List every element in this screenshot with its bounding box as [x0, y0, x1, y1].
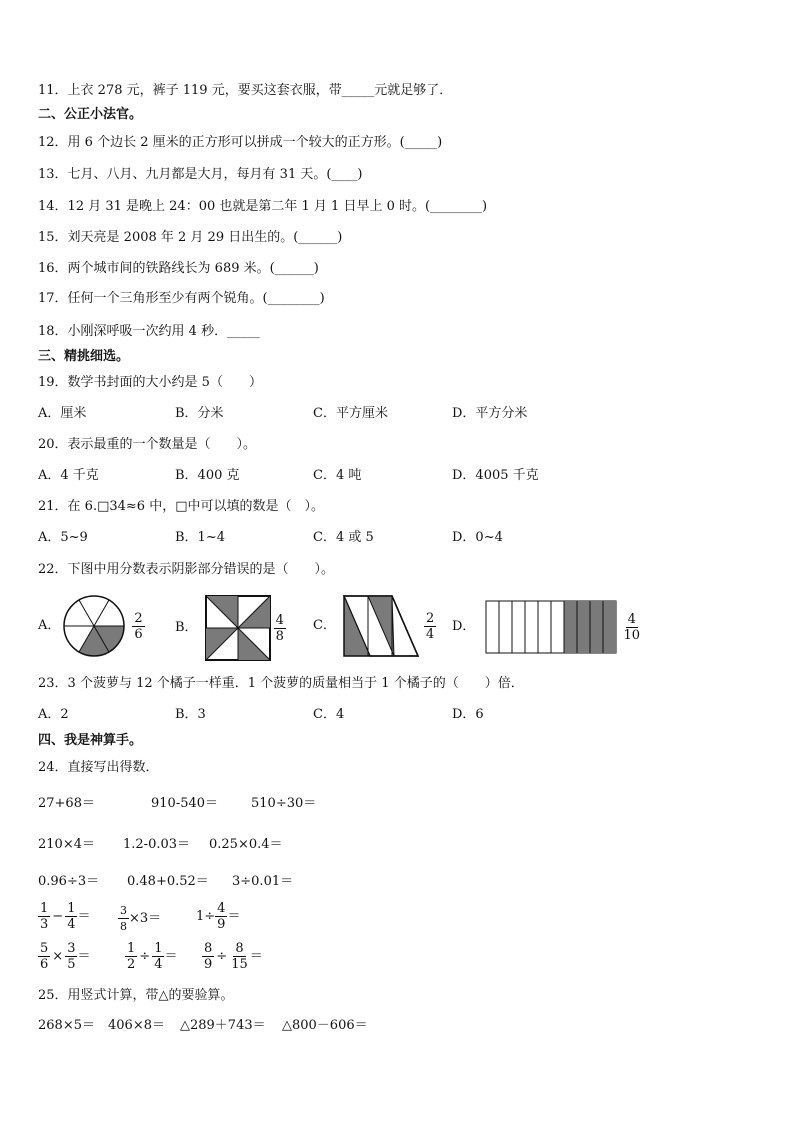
question-22: 22．下图中用分数表示阴影部分错误的是（ ）。: [38, 562, 335, 577]
calc-item: 510÷30＝: [251, 796, 317, 811]
calc-item: 0.48+0.52＝: [127, 874, 209, 889]
q22-option-a-label: A．: [38, 618, 61, 633]
q22-option-b-label: B．: [175, 620, 198, 635]
q23-option-c[interactable]: C．4: [313, 707, 345, 722]
shaded-strip: [577, 601, 590, 653]
question-15: 15．刘天亮是 2008 年 2 月 29 日出生的。(______): [38, 230, 343, 245]
question-11: 11．上衣 278 元，裤子 119 元，要买这套衣服，带_____元就足够了．: [38, 83, 453, 98]
calc-item: $\frac{8}{9}$ ÷ $\frac{8}{15}$ ＝: [204, 941, 263, 972]
q19-option-c[interactable]: C．平方厘米: [313, 406, 388, 421]
question-18: 18．小刚深呼吸一次约用 4 秒．_____: [38, 324, 260, 339]
q22-option-d[interactable]: [452, 600, 642, 654]
q21-option-c[interactable]: C．4 或 5: [313, 530, 374, 545]
q23-option-d[interactable]: D．6: [452, 707, 484, 722]
calc-item: 0.25×0.4＝: [209, 837, 283, 852]
question-13: 13．七月、八月、九月都是大月，每月有 31 天。(____): [38, 167, 363, 182]
q19-option-a[interactable]: A．厘米: [38, 406, 87, 421]
calc-item: 3÷0.01＝: [232, 874, 294, 889]
fraction: $\frac{4}{10}$: [623, 611, 640, 643]
question-16: 16．两个城市间的铁路线长为 689 米。(______): [38, 261, 319, 276]
calc-item: $\frac{1}{2}$ ÷ $\frac{1}{4}$ ＝: [127, 941, 178, 972]
q20-option-c[interactable]: C．4 吨: [313, 468, 362, 483]
q21-option-b[interactable]: B．1~4: [175, 530, 225, 545]
q21-option-d[interactable]: D．0~4: [452, 530, 503, 545]
fraction: $\frac{4}{8}$: [275, 612, 284, 644]
question-24: 24．直接写出得数．: [38, 760, 159, 775]
q20-option-b[interactable]: B．400 克: [175, 468, 240, 483]
fraction: $\frac{2}{4}$: [425, 610, 435, 642]
calc-item: $\frac{1}{3}$ − $\frac{1}{4}$ ＝: [40, 901, 91, 932]
section-3-heading: 三、精挑细选。: [38, 349, 130, 364]
question-19: 19．数学书封面的大小约是 5（ ）: [38, 375, 262, 390]
parallelogram-figure: [342, 594, 422, 658]
calc-item: 27+68＝: [38, 796, 95, 811]
calc-item: 1÷ $\frac{4}{9}$ ＝: [196, 901, 241, 932]
calc-item: 268×5＝: [38, 1018, 95, 1033]
question-12: 12．用 6 个边长 2 厘米的正方形可以拼成一个较大的正方形。(_____): [38, 135, 443, 150]
shaded-strip: [564, 601, 577, 653]
calc-item: △289＋743＝: [180, 1018, 266, 1033]
q20-option-d[interactable]: D．4005 千克: [452, 468, 539, 483]
q22-option-c[interactable]: [313, 594, 436, 658]
circle-figure: [62, 594, 126, 658]
calc-item: $\frac{5}{6}$ × $\frac{3}{5}$ ＝: [40, 941, 91, 972]
strip-figure: [485, 600, 617, 654]
question-14: 14．12 月 31 是晚上 24：00 也就是第二年 1 月 1 日早上 0 时。(________): [38, 199, 488, 214]
q23-option-b[interactable]: B．3: [175, 707, 206, 722]
calc-item: 0.96÷3＝: [38, 874, 100, 889]
q21-option-a[interactable]: A．5~9: [38, 530, 88, 545]
q22-option-a[interactable]: [38, 594, 145, 658]
question-21: 21．在 6.□34≈6 中，□中可以填的数是（ ）。: [38, 499, 324, 514]
question-23: 23．3 个菠萝与 12 个橘子一样重．1 个菠萝的质量相当于 1 个橘子的（ ）倍．: [38, 676, 524, 691]
q19-option-b[interactable]: B．分米: [175, 406, 224, 421]
q22-option-c-label: C．: [313, 618, 336, 633]
calc-item: 910-540＝: [151, 796, 219, 811]
calc-item: △800－606＝: [282, 1018, 368, 1033]
calc-item: $\frac{3}{8}$ ×3＝: [120, 904, 162, 933]
calc-item: 210×4＝: [38, 837, 95, 852]
q22-option-b[interactable]: [175, 594, 286, 662]
question-17: 17．任何一个三角形至少有两个锐角。(________): [38, 291, 325, 306]
shaded-strip: [590, 601, 603, 653]
calc-item: 406×8＝: [108, 1018, 165, 1033]
square-figure: [204, 594, 272, 662]
question-20: 20．表示最重的一个数量是（ ）。: [38, 437, 257, 452]
q19-option-d[interactable]: D．平方分米: [452, 406, 528, 421]
shaded-strip: [603, 601, 616, 653]
question-25: 25．用竖式计算，带△的要验算。: [38, 988, 234, 1003]
q23-option-a[interactable]: A．2: [38, 707, 69, 722]
calc-item: 1.2-0.03＝: [123, 837, 191, 852]
fraction: $\frac{2}{6}$: [134, 610, 143, 642]
q20-option-a[interactable]: A．4 千克: [38, 468, 99, 483]
q22-option-d-label: D．: [452, 619, 476, 634]
section-2-heading: 二、公正小法官。: [38, 107, 143, 122]
section-4-heading: 四、我是神算手。: [38, 733, 143, 748]
